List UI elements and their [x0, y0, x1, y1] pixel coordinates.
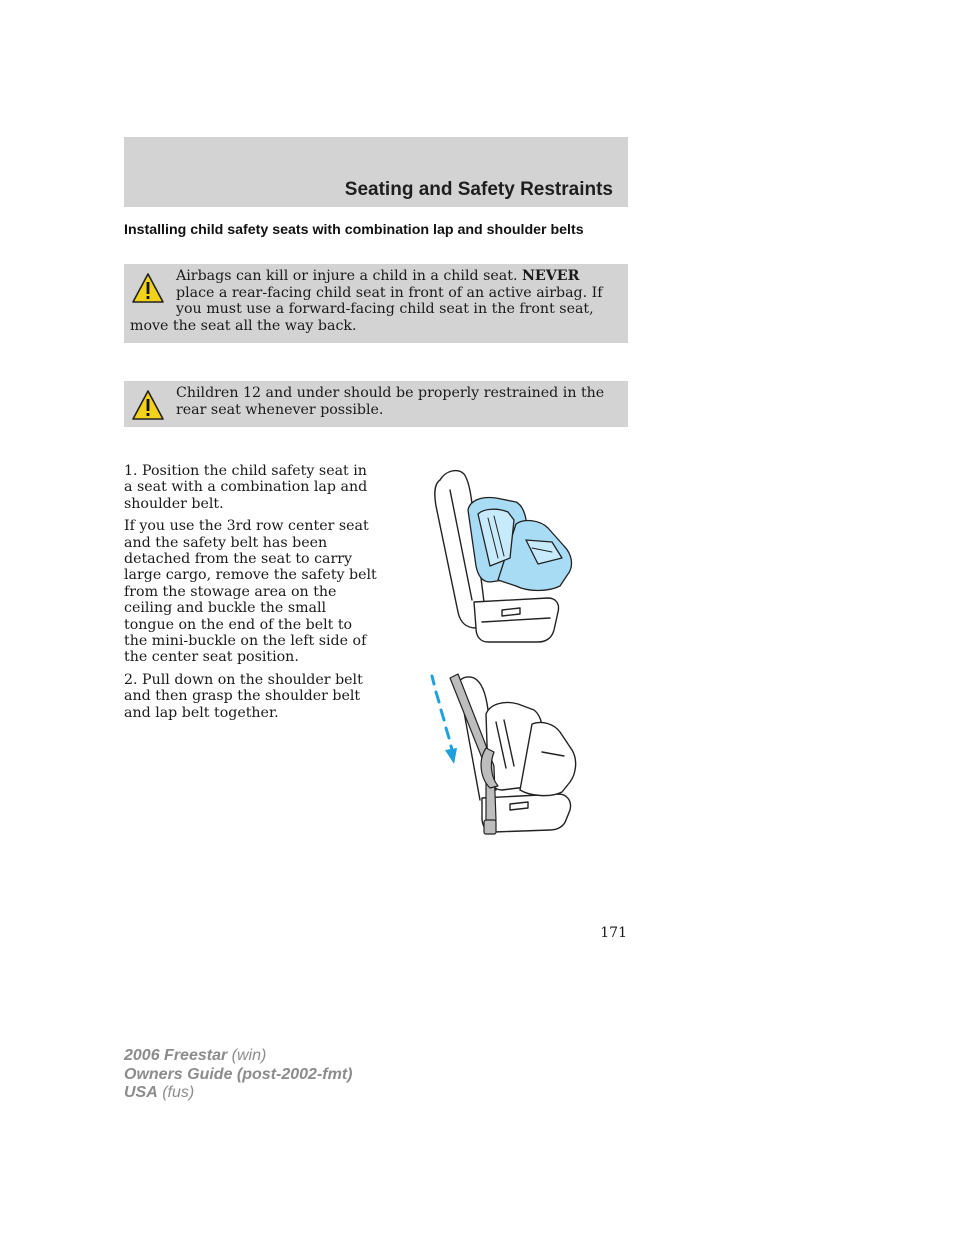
- warning-triangle-icon: [130, 270, 166, 308]
- shoulder-belt-illustration: [424, 670, 582, 840]
- child-seat-illustration: [428, 462, 580, 646]
- warning-triangle-icon: [130, 387, 166, 425]
- document-footer: [124, 1047, 352, 1103]
- down-arrow-icon: [445, 748, 457, 764]
- footer-market: USA: [124, 1084, 158, 1101]
- footer-guide: Owners Guide (post-2002-fmt): [124, 1065, 353, 1083]
- subheading: Installing child safety seats with combination lap and shoulder belts: [124, 222, 584, 238]
- footer-market-code: (fus): [157, 1084, 195, 1101]
- instruction-steps: [124, 463, 379, 727]
- airbag-warning-box: [124, 264, 628, 343]
- footer-model: 2006 Freestar: [124, 1047, 228, 1064]
- warning-text: Children 12 and under should be properly restrained in the rear seat whenever possible.: [176, 385, 605, 418]
- step-note: If you use the 3rd row center seat and the safety belt has been detached from the seat to carry large cargo, remove the safety belt from the stowage area on the ceiling and buckle the small tongue on the end of the belt to the mini-buckle on the left side of the center seat position.: [124, 518, 377, 666]
- warning-emphasis: NEVER: [521, 268, 580, 284]
- rear-seat-warning-box: [124, 381, 628, 427]
- warning-text-continued: place a rear-facing child seat in front of an active airbag. If you must use a forward-facing child seat in the front seat, move the seat all the way back.: [130, 284, 603, 334]
- section-title: Seating and Safety Restraints: [344, 179, 613, 200]
- section-header-band: [124, 137, 628, 207]
- step-2: 2. Pull down on the shoulder belt and then grasp the shoulder belt and lap belt together.: [124, 671, 363, 721]
- footer-model-code: (win): [227, 1047, 267, 1064]
- warning-text: Airbags can kill or injure a child in a child seat.: [176, 268, 522, 284]
- page-number: 171: [600, 925, 627, 941]
- step-1: 1. Position the child safety seat in a seat with a combination lap and shoulder belt.: [124, 463, 368, 512]
